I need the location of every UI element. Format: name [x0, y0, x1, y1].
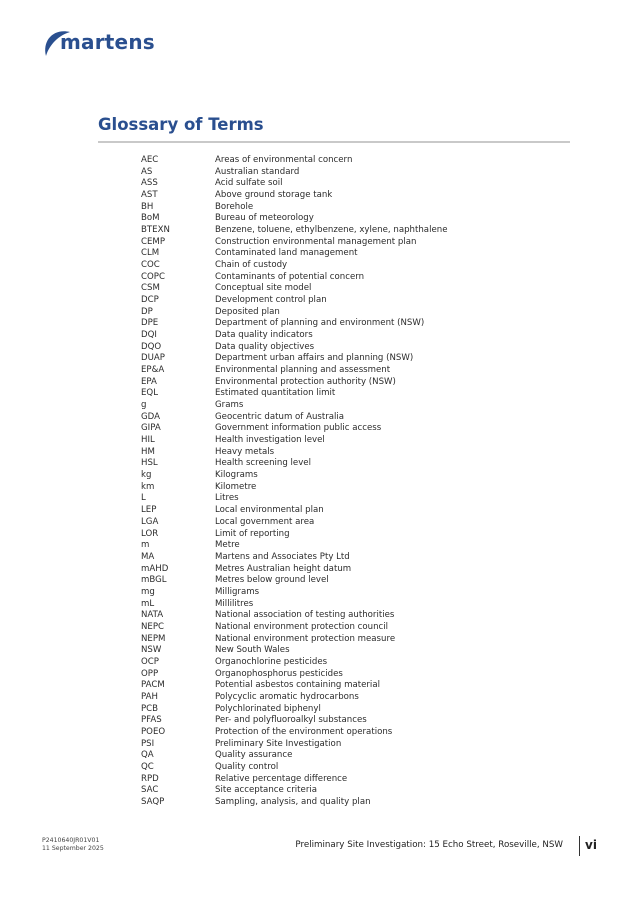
glossary-definition: Contaminants of potential concern — [215, 271, 365, 282]
glossary-abbreviation: km — [141, 481, 155, 492]
logo-wordmark: martens — [60, 30, 155, 54]
glossary-definition: Litres — [215, 493, 239, 504]
glossary-abbreviation: EP&A — [141, 365, 165, 376]
glossary-row — [141, 307, 581, 319]
glossary-row — [141, 750, 581, 762]
glossary-definition: Department urban affairs and planning (NSW) — [215, 353, 414, 364]
glossary-row — [141, 318, 581, 330]
glossary-definition: Per- and polyfluoroalkyl substances — [215, 715, 367, 726]
glossary-row — [141, 482, 581, 494]
glossary-abbreviation: LEP — [141, 505, 157, 516]
glossary-abbreviation: OCP — [141, 656, 159, 667]
glossary-row — [141, 447, 581, 459]
glossary-row — [141, 622, 581, 634]
glossary-row — [141, 599, 581, 611]
glossary-definition: Health screening level — [215, 458, 311, 469]
glossary-abbreviation: MA — [141, 551, 155, 562]
glossary-definition: Polychlorinated biphenyl — [215, 703, 321, 714]
document-reference: P2410640JR01V01 — [42, 837, 100, 844]
glossary-abbreviation: mAHD — [141, 563, 169, 574]
glossary-row — [141, 283, 581, 295]
glossary-definition: Estimated quantitation limit — [215, 388, 336, 399]
glossary-row — [141, 365, 581, 377]
glossary-definition: Above ground storage tank — [215, 190, 333, 201]
glossary-abbreviation: kg — [141, 470, 152, 481]
glossary-definition: Environmental protection authority (NSW) — [215, 376, 396, 387]
glossary-abbreviation: mBGL — [141, 575, 167, 586]
glossary-definition: Data quality objectives — [215, 341, 315, 352]
footer-report-title: Preliminary Site Investigation: 15 Echo Street, Roseville, NSW — [295, 840, 563, 850]
glossary-row — [141, 237, 581, 249]
glossary-row — [141, 785, 581, 797]
glossary-definition: Quality control — [215, 761, 279, 772]
glossary-row — [141, 669, 581, 681]
glossary-definition: Borehole — [215, 201, 254, 212]
glossary-row — [141, 342, 581, 354]
glossary-abbreviation: BTEXN — [141, 225, 170, 236]
glossary-row — [141, 587, 581, 599]
glossary-row — [141, 213, 581, 225]
glossary-row — [141, 330, 581, 342]
glossary-definition: Deposited plan — [215, 306, 280, 317]
glossary-row — [141, 797, 581, 809]
glossary-abbreviation: NSW — [141, 645, 162, 656]
glossary-abbreviation: NEPC — [141, 621, 165, 632]
document-date: 11 September 2025 — [42, 845, 104, 852]
glossary-definition: Polycyclic aromatic hydrocarbons — [215, 691, 359, 702]
glossary-row — [141, 540, 581, 552]
glossary-row — [141, 458, 581, 470]
glossary-definition: National association of testing authorities — [215, 610, 395, 621]
glossary-definition: Geocentric datum of Australia — [215, 411, 345, 422]
glossary-row — [141, 412, 581, 424]
glossary-abbreviation: HM — [141, 446, 155, 457]
glossary-definition: Benzene, toluene, ethylbenzene, xylene, naphthalene — [215, 225, 448, 236]
glossary-abbreviation: CLM — [141, 248, 160, 259]
glossary-abbreviation: RPD — [141, 773, 159, 784]
glossary-abbreviation: HSL — [141, 458, 158, 469]
title-divider — [98, 141, 570, 143]
glossary-definition: National environment protection council — [215, 621, 389, 632]
glossary-abbreviation: CSM — [141, 283, 160, 294]
glossary-abbreviation: COC — [141, 260, 160, 271]
glossary-abbreviation: m — [141, 540, 150, 551]
footer-divider — [579, 836, 580, 856]
glossary-abbreviation: mg — [141, 586, 155, 597]
glossary-abbreviation: POEO — [141, 726, 166, 737]
page-number: vi — [585, 838, 597, 852]
glossary-definition: Data quality indicators — [215, 330, 313, 341]
glossary-definition: Protection of the environment operations — [215, 726, 393, 737]
glossary-abbreviation: ASS — [141, 178, 158, 189]
glossary-definition: Grams — [215, 400, 244, 411]
glossary-row — [141, 704, 581, 716]
glossary-row — [141, 552, 581, 564]
glossary-abbreviation: HIL — [141, 435, 155, 446]
glossary-row — [141, 692, 581, 704]
glossary-row — [141, 202, 581, 214]
glossary-definition: Chain of custody — [215, 260, 288, 271]
glossary-row — [141, 715, 581, 727]
glossary-row — [141, 167, 581, 179]
glossary-row — [141, 657, 581, 669]
footer-document-info — [42, 837, 104, 853]
glossary-definition: Martens and Associates Pty Ltd — [215, 551, 350, 562]
glossary-row — [141, 353, 581, 365]
page-title: Glossary of Terms — [98, 115, 264, 134]
glossary-row — [141, 225, 581, 237]
glossary-row — [141, 739, 581, 751]
glossary-definition: Site acceptance criteria — [215, 785, 318, 796]
glossary-row — [141, 610, 581, 622]
glossary-abbreviation: L — [141, 493, 146, 504]
glossary-row — [141, 680, 581, 692]
glossary-abbreviation: PACM — [141, 680, 165, 691]
glossary-row — [141, 634, 581, 646]
glossary-definition: New South Wales — [215, 645, 290, 656]
glossary-row — [141, 248, 581, 260]
glossary-definition: Areas of environmental concern — [215, 155, 353, 165]
glossary-row — [141, 575, 581, 587]
glossary-definition: Local government area — [215, 516, 315, 527]
glossary-definition: Construction environmental management plan — [215, 236, 417, 247]
glossary-abbreviation: BoM — [141, 213, 160, 224]
glossary-definition: Department of planning and environment (NSW) — [215, 318, 425, 329]
glossary-abbreviation: OPP — [141, 668, 159, 679]
glossary-abbreviation: LGA — [141, 516, 159, 527]
glossary-abbreviation: PAH — [141, 691, 158, 702]
glossary-abbreviation: COPC — [141, 271, 165, 282]
glossary-abbreviation: SAC — [141, 785, 159, 796]
glossary-abbreviation: SAQP — [141, 796, 165, 807]
glossary-abbreviation: QC — [141, 761, 154, 772]
glossary-definition: Contaminated land management — [215, 248, 358, 259]
glossary-row — [141, 388, 581, 400]
glossary-row — [141, 155, 581, 167]
glossary-abbreviation: g — [141, 400, 147, 411]
glossary-row — [141, 272, 581, 284]
glossary-definition: Government information public access — [215, 423, 382, 434]
glossary-definition: Metre — [215, 540, 240, 551]
glossary-definition: Health investigation level — [215, 435, 325, 446]
glossary-abbreviation: CEMP — [141, 236, 166, 247]
glossary-row — [141, 260, 581, 272]
glossary-abbreviation: PFAS — [141, 715, 162, 726]
glossary-definition: Local environmental plan — [215, 505, 324, 516]
glossary-abbreviation: AEC — [141, 155, 159, 165]
glossary-abbreviation: GIPA — [141, 423, 161, 434]
glossary-abbreviation: AS — [141, 166, 153, 177]
glossary-list — [141, 155, 581, 809]
glossary-row — [141, 190, 581, 202]
glossary-definition: Metres below ground level — [215, 575, 329, 586]
glossary-row — [141, 493, 581, 505]
glossary-abbreviation: DQO — [141, 341, 162, 352]
glossary-row — [141, 435, 581, 447]
glossary-row — [141, 505, 581, 517]
glossary-abbreviation: PSI — [141, 738, 155, 749]
glossary-row — [141, 762, 581, 774]
glossary-definition: Acid sulfate soil — [215, 178, 283, 189]
glossary-row — [141, 295, 581, 307]
glossary-abbreviation: DPE — [141, 318, 159, 329]
glossary-row — [141, 377, 581, 389]
glossary-definition: Australian standard — [215, 166, 300, 177]
glossary-definition: Bureau of meteorology — [215, 213, 314, 224]
glossary-definition: National environment protection measure — [215, 633, 396, 644]
glossary-abbreviation: GDA — [141, 411, 161, 422]
glossary-abbreviation: BH — [141, 201, 154, 212]
glossary-abbreviation: EQL — [141, 388, 158, 399]
glossary-row — [141, 178, 581, 190]
glossary-row — [141, 564, 581, 576]
glossary-row — [141, 423, 581, 435]
glossary-abbreviation: mL — [141, 598, 155, 609]
glossary-definition: Organophosphorus pesticides — [215, 668, 343, 679]
glossary-definition: Relative percentage difference — [215, 773, 348, 784]
glossary-definition: Kilograms — [215, 470, 258, 481]
glossary-abbreviation: EPA — [141, 376, 157, 387]
glossary-definition: Milligrams — [215, 586, 260, 597]
glossary-abbreviation: PCB — [141, 703, 159, 714]
glossary-abbreviation: AST — [141, 190, 158, 201]
glossary-definition: Preliminary Site Investigation — [215, 738, 342, 749]
glossary-row — [141, 727, 581, 739]
glossary-definition: Potential asbestos containing material — [215, 680, 380, 691]
glossary-abbreviation: NEPM — [141, 633, 166, 644]
glossary-definition: Metres Australian height datum — [215, 563, 352, 574]
glossary-abbreviation: NATA — [141, 610, 164, 621]
glossary-row — [141, 517, 581, 529]
glossary-abbreviation: DQI — [141, 330, 157, 341]
glossary-abbreviation: QA — [141, 750, 154, 761]
glossary-definition: Millilitres — [215, 598, 254, 609]
glossary-abbreviation: LOR — [141, 528, 159, 539]
glossary-row — [141, 470, 581, 482]
glossary-definition: Environmental planning and assessment — [215, 365, 391, 376]
glossary-row — [141, 645, 581, 657]
glossary-definition: Conceptual site model — [215, 283, 312, 294]
glossary-definition: Quality assurance — [215, 750, 293, 761]
glossary-row — [141, 529, 581, 541]
martens-logo — [40, 26, 170, 62]
glossary-definition: Limit of reporting — [215, 528, 290, 539]
glossary-abbreviation: DUAP — [141, 353, 165, 364]
glossary-definition: Organochlorine pesticides — [215, 656, 328, 667]
glossary-definition: Sampling, analysis, and quality plan — [215, 796, 371, 807]
glossary-abbreviation: DCP — [141, 295, 159, 306]
glossary-row — [141, 774, 581, 786]
glossary-abbreviation: DP — [141, 306, 153, 317]
glossary-definition: Heavy metals — [215, 446, 275, 457]
glossary-row — [141, 400, 581, 412]
glossary-definition: Development control plan — [215, 295, 327, 306]
glossary-definition: Kilometre — [215, 481, 257, 492]
